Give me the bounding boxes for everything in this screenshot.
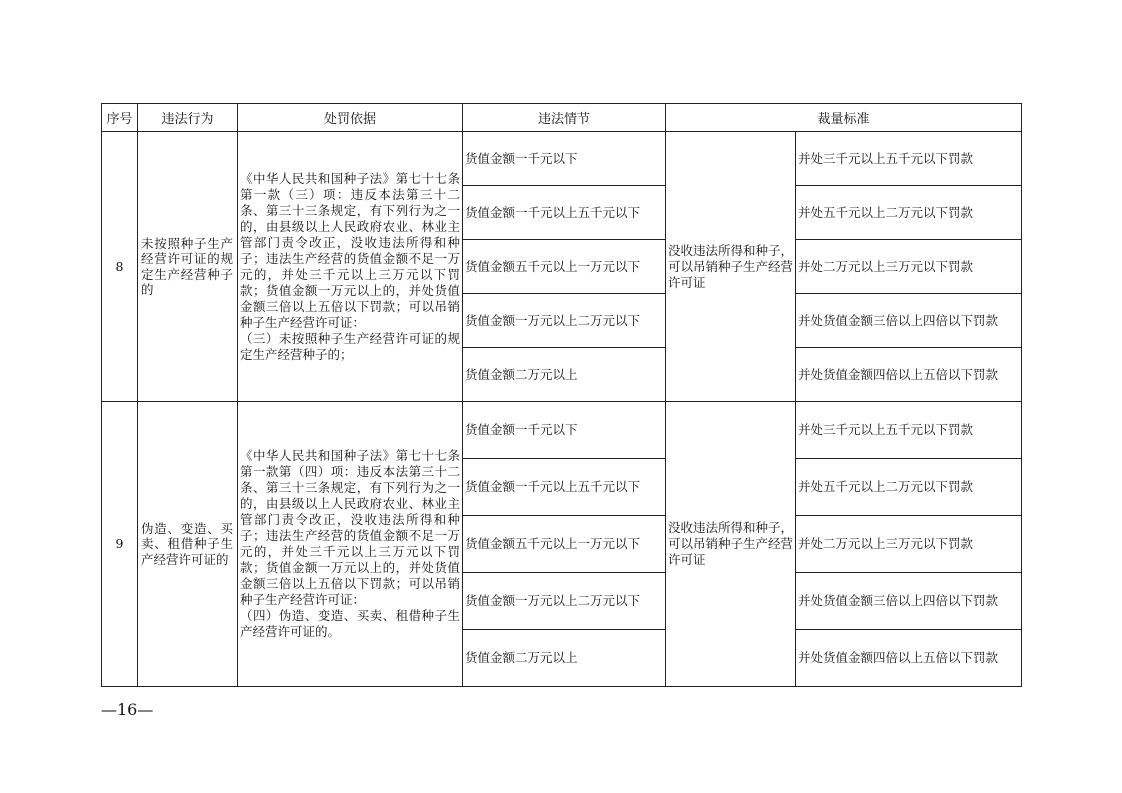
basis-item: （三）未按照种子生产经营许可证的规定生产经营种子的； [240, 330, 460, 362]
circumstance-cell: 货值金额五千元以上一万元以下 [463, 516, 666, 573]
row-number: 8 [102, 132, 138, 402]
header-standard: 裁量标准 [666, 104, 1022, 132]
circumstance-cell: 货值金额一万元以上二万元以下 [463, 294, 666, 348]
violation-act: 未按照种子生产经营许可证的规定生产经营种子的 [138, 132, 238, 402]
circumstance-cell: 货值金额一千元以上五千元以下 [463, 459, 666, 516]
violation-act: 伪造、变造、买卖、租借种子生产经营许可证的 [138, 402, 238, 687]
fine-cell: 并处二万元以上三万元以下罚款 [796, 516, 1022, 573]
standard-main: 没收违法所得和种子，可以吊销种子生产经营许可证 [666, 132, 796, 402]
basis-item: （四）伪造、变造、买卖、租借种子生产经营许可证的。 [240, 608, 460, 639]
penalty-standard-table [101, 103, 1022, 687]
page-number: —16— [101, 700, 154, 719]
circumstance-cell: 货值金额一千元以下 [463, 132, 666, 186]
circumstance-cell: 货值金额二万元以上 [463, 630, 666, 687]
fine-cell: 并处三千元以上五千元以下罚款 [796, 132, 1022, 186]
row-group-8 [102, 132, 1022, 402]
row-group-9 [102, 402, 1022, 687]
header-act: 违法行为 [138, 104, 238, 132]
circumstance-cell: 货值金额二万元以上 [463, 348, 666, 402]
fine-cell: 并处货值金额四倍以上五倍以下罚款 [796, 630, 1022, 687]
fine-cell: 并处三千元以上五千元以下罚款 [796, 402, 1022, 459]
circumstance-cell: 货值金额一万元以上二万元以下 [463, 573, 666, 630]
fine-cell: 并处五千元以上二万元以下罚款 [796, 459, 1022, 516]
header-basis: 处罚依据 [238, 104, 463, 132]
table-row [102, 402, 1022, 459]
standard-main: 没收违法所得和种子，可以吊销种子生产经营许可证 [666, 402, 796, 687]
circumstance-cell: 货值金额五千元以上一万元以下 [463, 240, 666, 294]
table-header-row [102, 104, 1022, 132]
header-no: 序号 [102, 104, 138, 132]
penalty-basis [238, 132, 463, 402]
fine-cell: 并处二万元以上三万元以下罚款 [796, 240, 1022, 294]
fine-cell: 并处货值金额四倍以上五倍以下罚款 [796, 348, 1022, 402]
basis-text: 《中华人民共和国种子法》第七十七条第一款（三）项：违反本法第三十二条、第三十三条规定，有下列行为之一的，由县级以上人民政府农业、林业主管部门责令改正，没收违法所得和种子；违法生产经营的货值金额不足一万元的，并处三千元以上三万元以下罚款；货值金额一万元以上的，并处货值金额三倍以上五倍以下罚款；可以吊销种子生产经营许可证： [240, 170, 460, 330]
circumstance-cell: 货值金额一千元以下 [463, 402, 666, 459]
row-number: 9 [102, 402, 138, 687]
fine-cell: 并处货值金额三倍以上四倍以下罚款 [796, 573, 1022, 630]
penalty-basis [238, 402, 463, 687]
fine-cell: 并处货值金额三倍以上四倍以下罚款 [796, 294, 1022, 348]
table-row [102, 132, 1022, 186]
header-circumstance: 违法情节 [463, 104, 666, 132]
basis-text: 《中华人民共和国种子法》第七十七条第一款第（四）项：违反本法第三十二条、第三十三条规定，有下列行为之一的，由县级以上人民政府农业、林业主管部门责令改正，没收违法所得和种子；违法生产经营的货值金额不足一万元的，并处三千元以上三万元以下罚款；货值金额一万元以上的，并处货值金额三倍以上五倍以下罚款；可以吊销种子生产经营许可证： [240, 448, 460, 607]
circumstance-cell: 货值金额一千元以上五千元以下 [463, 186, 666, 240]
fine-cell: 并处五千元以上二万元以下罚款 [796, 186, 1022, 240]
